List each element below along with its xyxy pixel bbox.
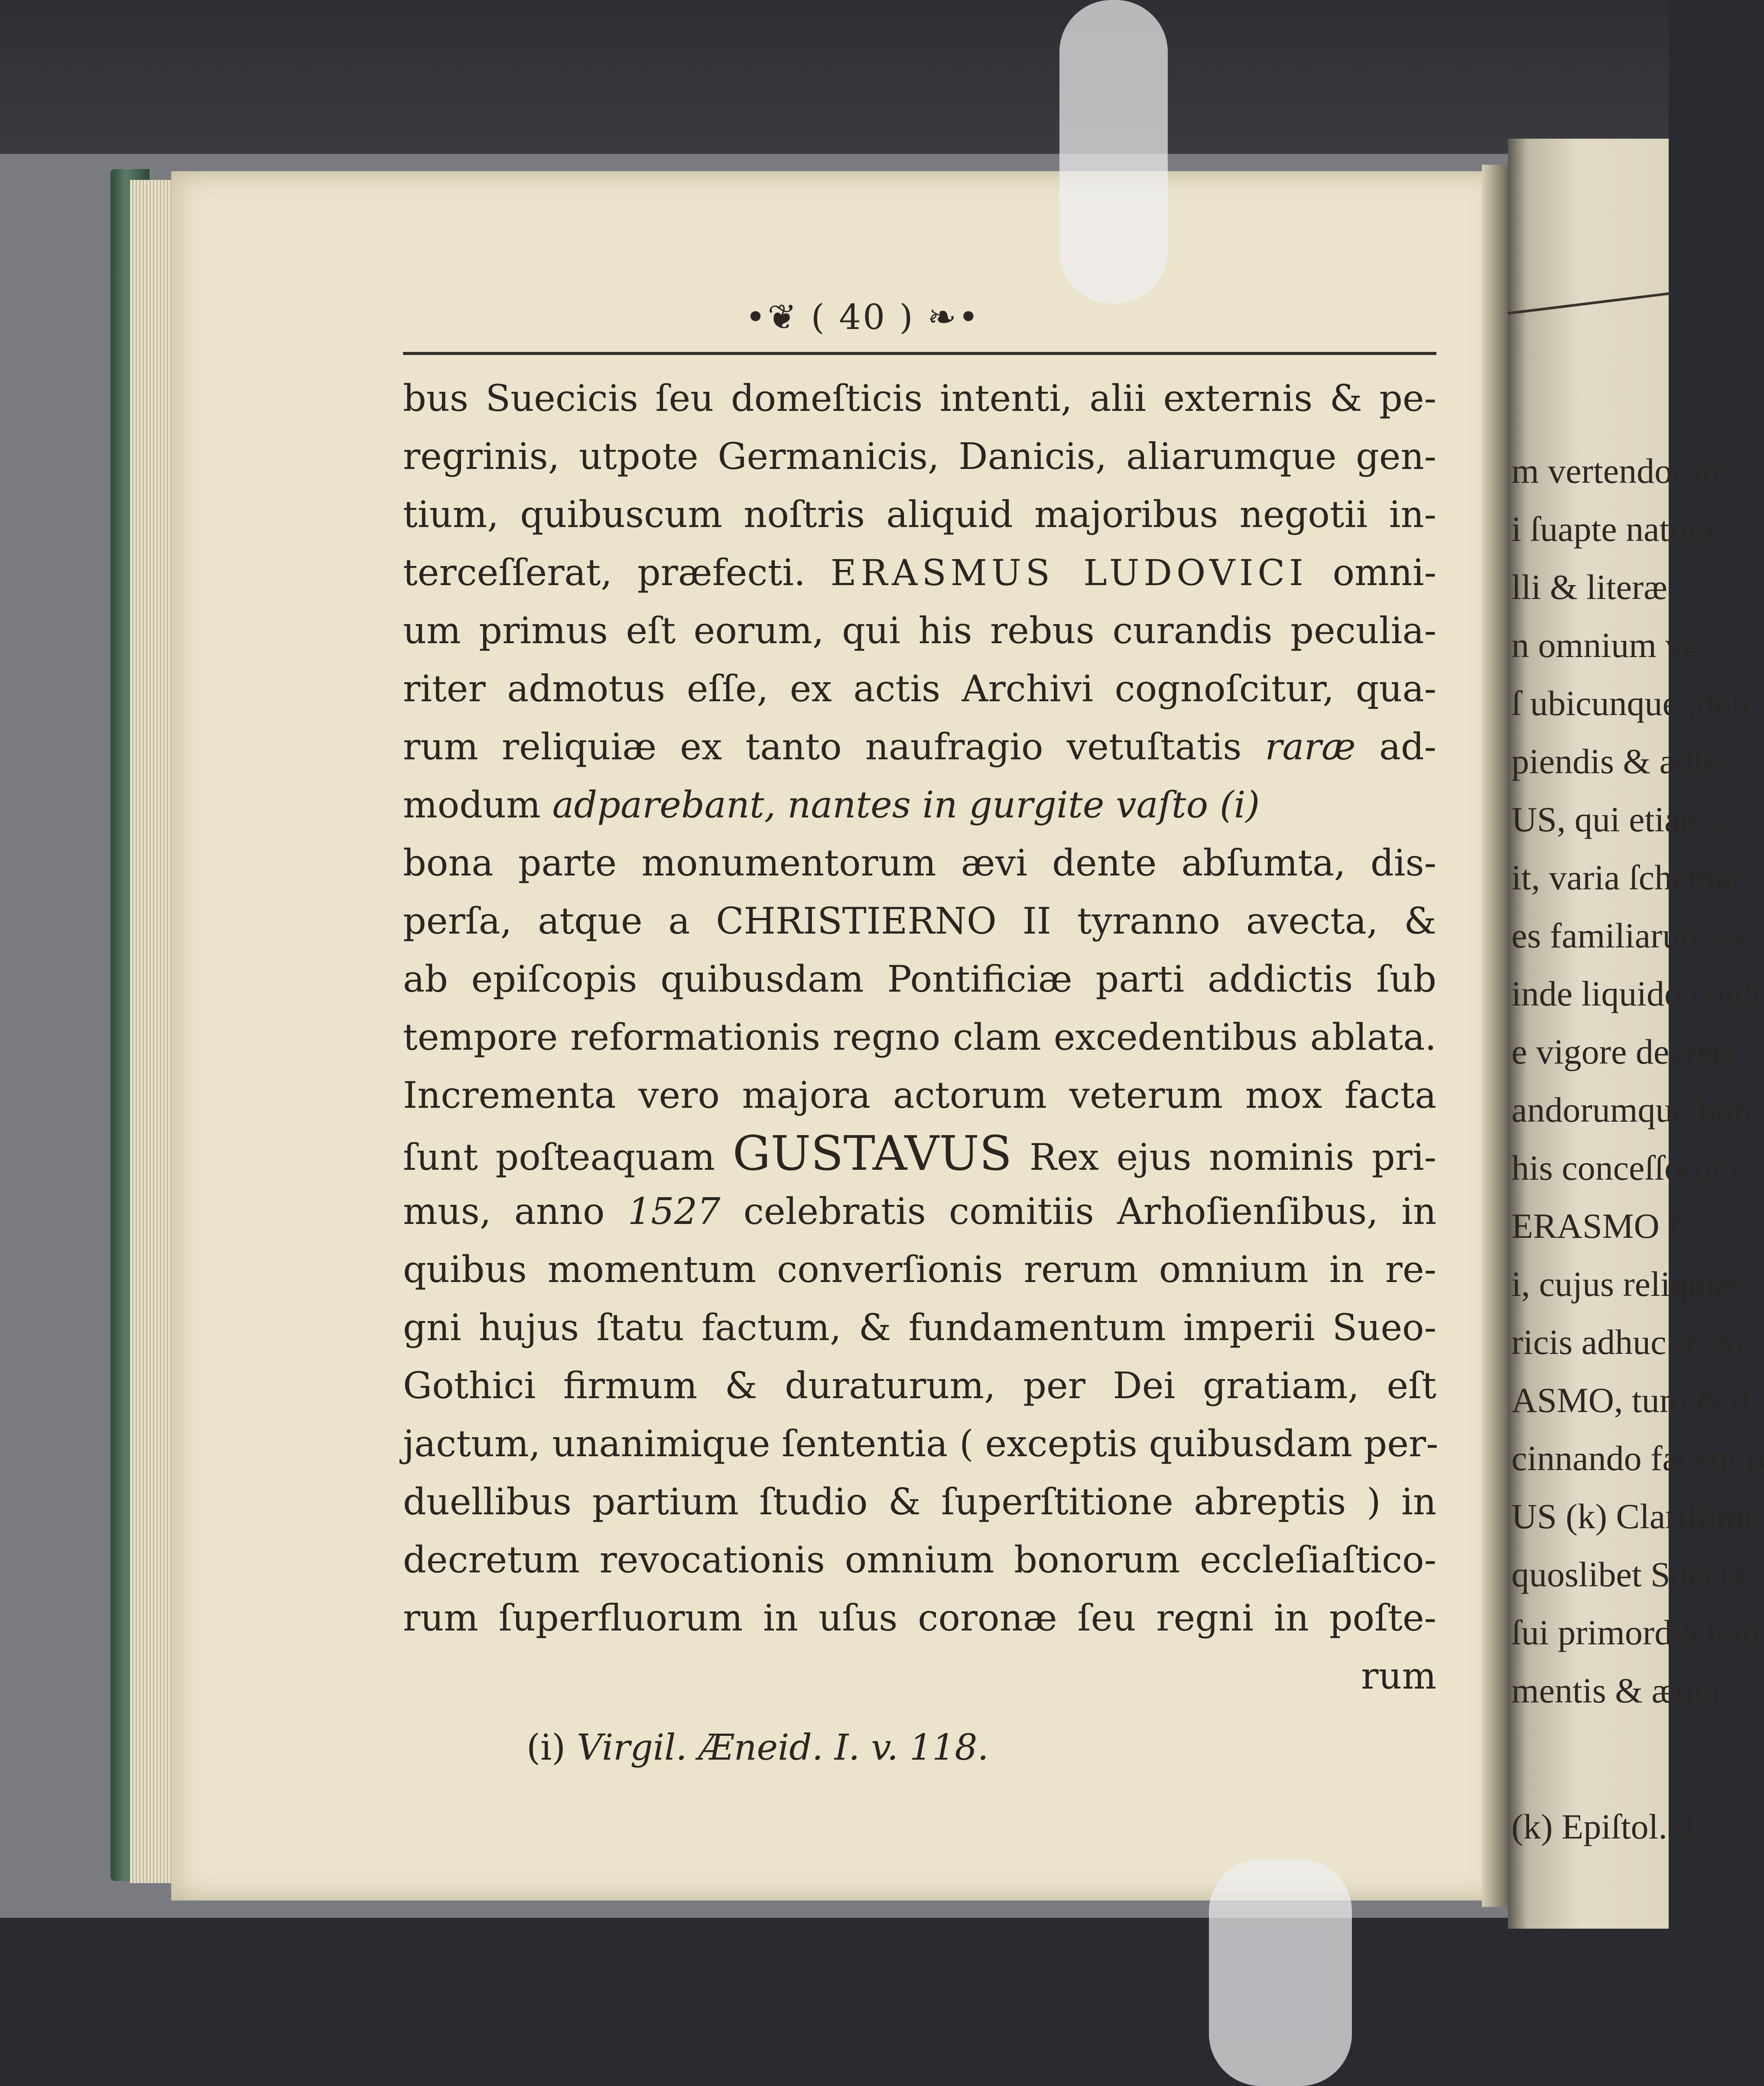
right-page-line: i, cujus reliquiæ <box>1511 1264 1740 1304</box>
right-page-line: e vigore decreti <box>1511 1032 1732 1071</box>
text-line <box>403 543 1436 602</box>
right-page <box>1508 139 1764 1929</box>
text-line: regrinis, utpote Germanicis, Danicis, aliarumque gen- <box>403 435 1436 478</box>
right-page-line: es familiarum ex <box>1511 916 1751 955</box>
right-page-line: andorumque bon <box>1511 1090 1751 1129</box>
right-page-line: US (k) Clariſſimo <box>1511 1497 1762 1536</box>
header-ornament-left: •❦ <box>745 297 799 337</box>
text-line: gni hujus ſtatu factum, & fundamentum imperii Sueo- <box>403 1306 1436 1349</box>
right-page-line: mentis & æqui <box>1511 1671 1721 1710</box>
text-segment: perſa, atque a <box>403 900 690 942</box>
page-header <box>745 297 980 337</box>
right-page-line: ASMO, tum & d <box>1511 1380 1751 1420</box>
text-segment: tyranno avecta, & <box>1077 900 1437 942</box>
page-clip-bottom <box>1209 1859 1352 2086</box>
page-clip-top <box>1059 0 1168 303</box>
catchword: rum <box>1361 1655 1436 1697</box>
right-page-line: i ſuapte natura <box>1511 509 1715 549</box>
right-page-line: (k) Epiſtol. d <box>1511 1807 1694 1846</box>
background-top <box>0 0 1669 156</box>
right-page-line: ſui primordia ſem <box>1511 1613 1760 1652</box>
text-line: bona parte monumentorum ævi dente abſumta, dis- <box>403 842 1436 884</box>
footnote <box>526 1727 989 1768</box>
italic-quote: adparebant, nantes in gurgite vaſto (i) <box>552 784 1260 826</box>
text-segment: ad- <box>1379 726 1437 768</box>
text-line: jactum, unanimique ſententia ( exceptis quibusdam per- <box>403 1422 1439 1465</box>
text-line: riter admotus eſſe, ex actis Archivi cognoſcitur, qua- <box>403 667 1436 710</box>
text-line: ab epiſcopis quibusdam Pontificiæ parti addictis ſub <box>403 958 1436 1000</box>
footnote-reference: Virgil. Æneid. I. v. 118. <box>577 1727 989 1768</box>
text-segment: terceſſerat, præfecti. <box>403 551 806 594</box>
page-number: ( 40 ) <box>811 297 915 337</box>
right-page-line: cinnando facem p <box>1511 1438 1764 1478</box>
name-erasmus: ERASMUS LUDOVICI <box>830 553 1308 594</box>
text-segment: modum <box>403 784 541 826</box>
text-segment: celebratis comitiis Arhoſienſibus, in <box>743 1190 1437 1233</box>
header-rule <box>403 352 1436 355</box>
right-page-rule <box>1508 292 1672 315</box>
text-line <box>403 892 1436 950</box>
text-line: duellibus partium ſtudio & ſuperſtitione abreptis ) in <box>403 1481 1436 1523</box>
right-page-line: his conceſſorum <box>1511 1148 1740 1188</box>
name-gustavus: GUSTAVUS <box>732 1126 1012 1181</box>
text-segment: Rex ejus nominis pri- <box>1029 1136 1436 1178</box>
text-line: um primus eſt eorum, qui his rebus curandis peculia- <box>403 609 1436 652</box>
text-line <box>403 718 1436 776</box>
text-line: rum ſuperfluorum in uſus coronæ ſeu regni in poſte- <box>403 1597 1436 1639</box>
right-page-line: lli & literæ <box>1511 567 1667 607</box>
text-segment: mus, anno <box>403 1190 605 1233</box>
name-christierno: CHRISTIERNO II <box>716 900 1051 942</box>
text-line <box>403 1182 1436 1240</box>
text-line <box>403 776 1436 834</box>
text-line: Incrementa vero majora actorum veterum mox facta <box>403 1074 1436 1116</box>
text-line: bus Suecicis ſeu domeſticis intenti, alii externis & pe- <box>403 377 1436 420</box>
footnote-mark: (i) <box>526 1727 566 1768</box>
text-line: decretum revocationis omnium bonorum eccleſiaſtico- <box>403 1539 1436 1581</box>
text-line: tium, quibuscum noſtris aliquid majoribus negotii in- <box>403 493 1436 536</box>
text-line: tempore reformationis regno clam excedentibus ablata. <box>403 1016 1436 1058</box>
right-page-line: US, qui etiam a <box>1511 800 1733 839</box>
italic-word: raræ <box>1265 726 1356 768</box>
right-page-line: inde liquido conſt <box>1511 974 1762 1013</box>
body-text <box>403 369 1439 1705</box>
text-line <box>403 1124 1436 1182</box>
text-line: quibus momentum converſionis rerum omnium in re- <box>403 1248 1436 1291</box>
text-segment: omni- <box>1332 551 1437 594</box>
year: 1527 <box>627 1190 721 1233</box>
right-page-line: ERASMO fi <box>1511 1206 1690 1246</box>
header-ornament-right: ❧• <box>927 297 981 337</box>
text-line: Gothici firmum & duraturum, per Dei gratiam, eſt <box>403 1364 1436 1407</box>
right-page-line: ricis adhuc in Ar <box>1511 1322 1748 1362</box>
text-segment: ſunt poſteaquam <box>403 1136 715 1178</box>
right-page-line: piendis & adſer <box>1511 742 1731 781</box>
right-page-line: quoslibet Sueciæ, <box>1511 1555 1762 1594</box>
right-page-line: m vertendorum <box>1511 451 1730 491</box>
right-page-line: ſ ubicunque ;deli <box>1511 683 1751 723</box>
right-page-line: n omnium ve <box>1511 625 1699 665</box>
right-page-line: it, varia ſchemat <box>1511 858 1741 897</box>
text-segment: rum reliquiæ ex tanto naufragio vetuſtatis <box>403 726 1242 768</box>
